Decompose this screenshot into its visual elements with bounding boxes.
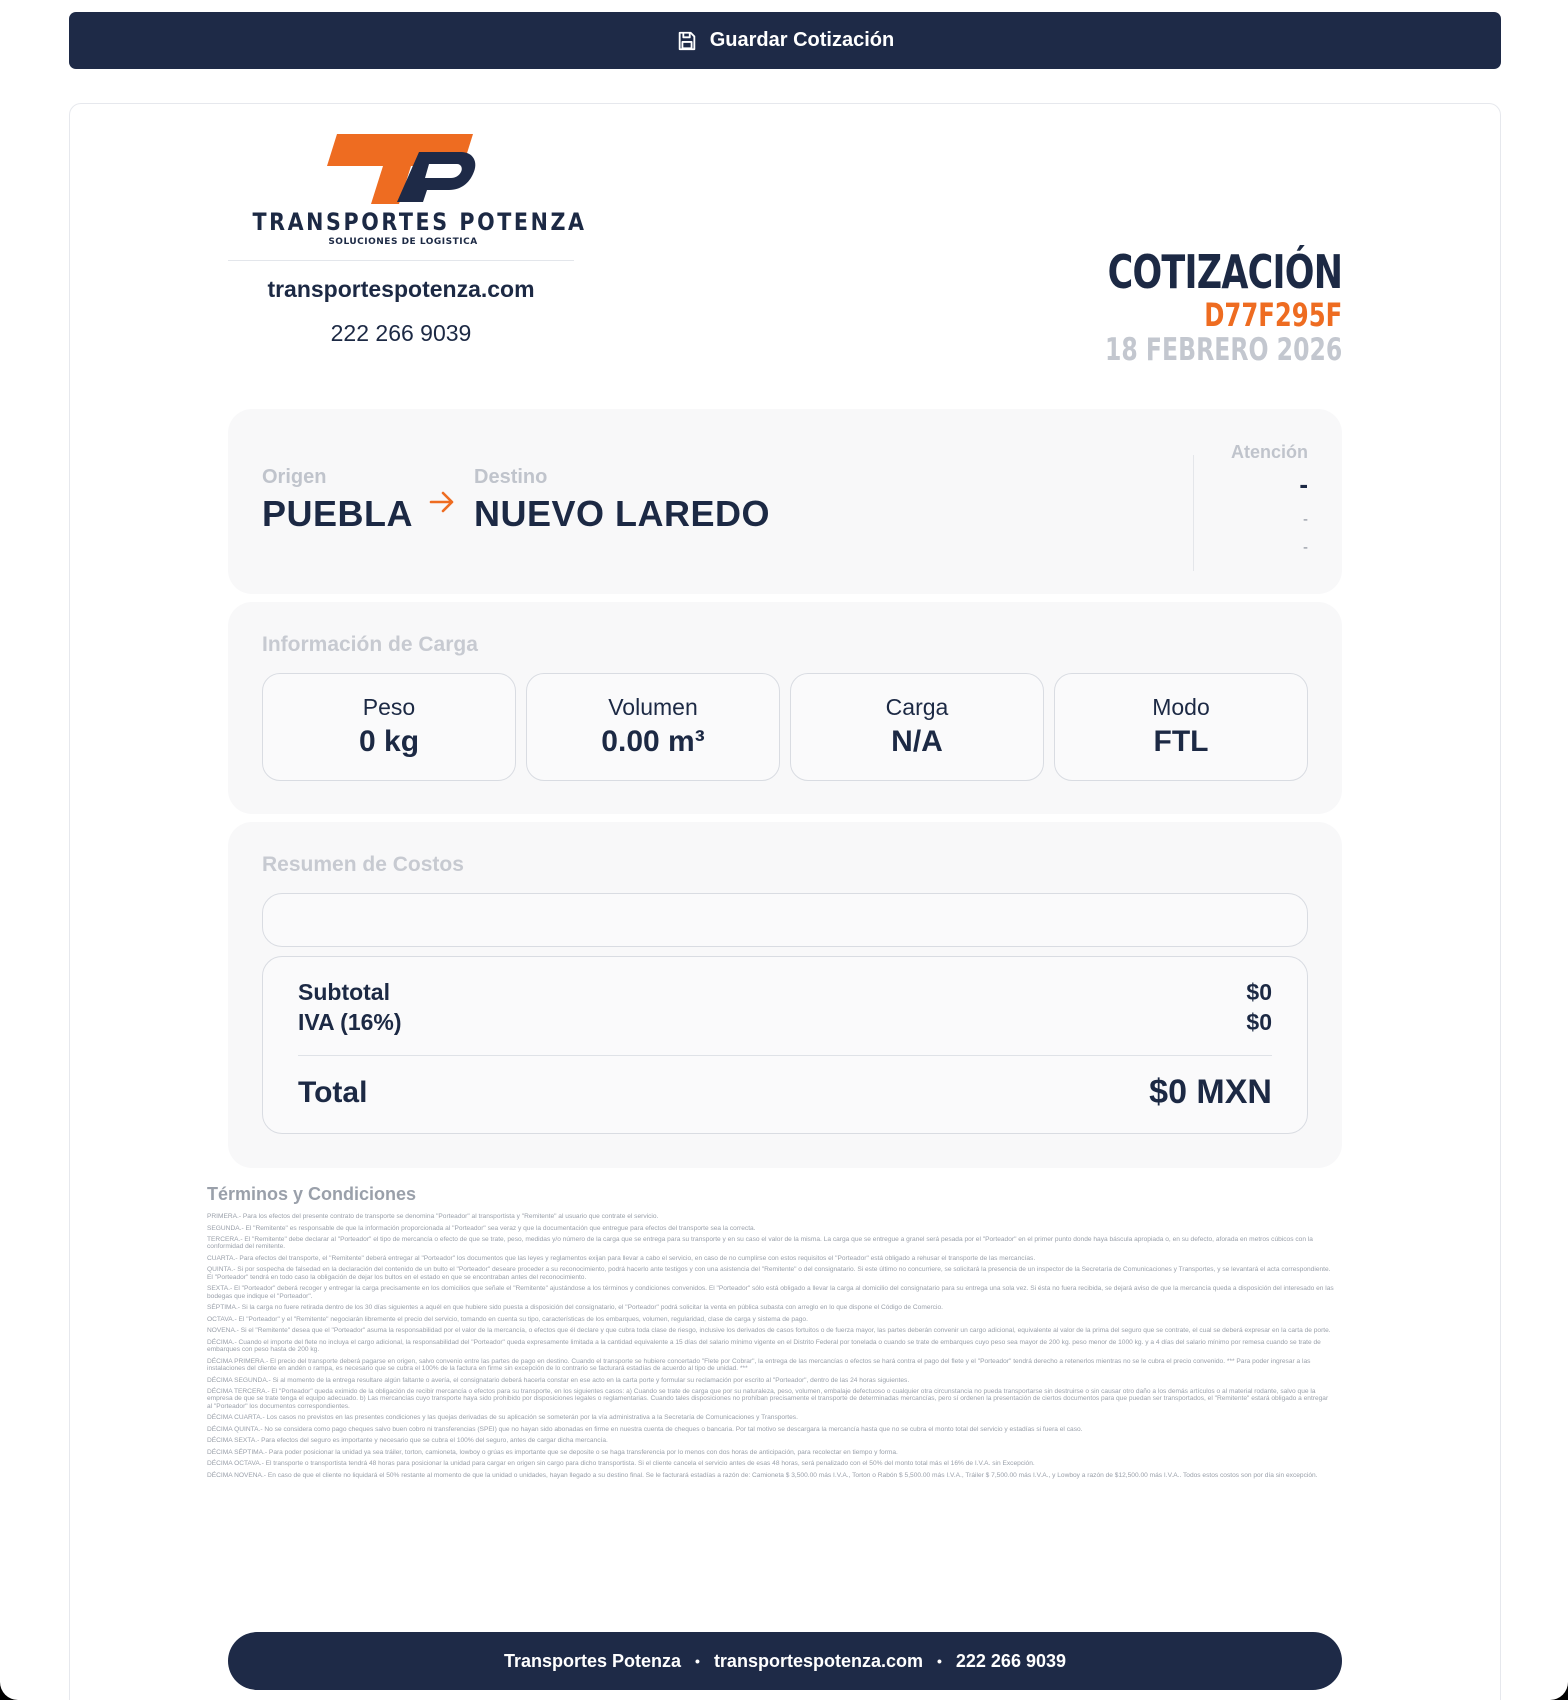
total-value: $0 MXN bbox=[1149, 1073, 1272, 1111]
terms-clause: TERCERA.- El "Remitente" debe declarar al "Porteador" el tipo de mercancía o efecto de que se trate, peso, medidas y/o número de la carga que se entrega para su transporte y en su caso el valor de la misma. La carga que se entregue a granel será pesada por el "Porteador" en el primer punto donde haya báscula apropiada o, en su defecto, aforada en metros cúbicos con la conformidad del remitente. bbox=[207, 1236, 1313, 1251]
attention-name: - bbox=[1299, 469, 1308, 499]
stat-label: Modo bbox=[1152, 694, 1210, 720]
terms-clause: QUINTA.- Si por sospecha de falsedad en la declaración del contenido de un bulto el "Porteador" deseare proceder a su reconocimiento, podrá hacerlo ante testigos y con una asistencia del "Remitente" o del consignatario. Si este último no concurriere, se solicitará la presencia de un inspector de la Secretaría de Comunicaciones y Transportes, y se levantará el acta correspondiente. El "Porteador" tendrá en todo caso la obligación de dejar los bultos en el estado en que se encontraban antes del reconocimiento. bbox=[207, 1266, 1331, 1281]
terms-clause: CUARTA.- Para efectos del transporte, el "Remitente" deberá entregar al "Porteador" los documentos que las leyes y reglamentos exijan para llevar a cabo el servicio, en caso de no cumplirse con estos requisitos el "Porteador" está obligado a rehusar el transporte de las mercancías. bbox=[207, 1254, 1036, 1262]
quote-id: D77F295F bbox=[1203, 296, 1342, 334]
terms-section bbox=[207, 1184, 1335, 1483]
stat-volume bbox=[526, 673, 780, 781]
footer-separator: • bbox=[936, 1653, 942, 1669]
origin-label: Origen bbox=[262, 466, 327, 488]
total-label: Total bbox=[298, 1076, 368, 1109]
quote-document bbox=[69, 103, 1501, 1700]
logo-wordmark: TRANSPORTES POTENZA bbox=[252, 208, 587, 236]
terms-title: Términos y Condiciones bbox=[207, 1184, 417, 1204]
quote-title: COTIZACIÓN bbox=[1107, 245, 1342, 299]
quote-date: 18 FEBRERO 2026 bbox=[1104, 332, 1342, 368]
costs-panel bbox=[228, 822, 1342, 1168]
footer-website: transportespotenza.com bbox=[713, 1650, 923, 1671]
terms-list bbox=[207, 1213, 1335, 1479]
iva-value: $0 bbox=[1246, 1009, 1272, 1035]
save-icon bbox=[676, 30, 698, 52]
terms-clause: SEXTA.- El "Porteador" deberá recoger y entregar la carga precisamente en los domicilios que señale el "Remitente" ajustándose a los términos y condiciones convenidos. El "Porteador" sólo está obligado a llevar la carga al domicilio del consignatario para su entrega una sola vez. Si ésta no fuera recibida, se dejará aviso de que la mercancía queda a disposición del interesado en las bodegas que indique el "Porteador". bbox=[207, 1285, 1334, 1300]
iva-label: IVA (16%) bbox=[298, 1009, 402, 1035]
terms-clause: OCTAVA.- El "Porteador" y el "Remitente" negociarán libremente el precio del servicio, tomando en cuenta su tipo, características de los embarques, volumen, regularidad, clase de carga y sistema de pago. bbox=[207, 1315, 808, 1323]
logo-tagline: SOLUCIONES DE LOGISTICA bbox=[328, 237, 478, 247]
attention-detail: - bbox=[1303, 511, 1308, 528]
brand-divider bbox=[228, 260, 574, 261]
terms-clause: SEGUNDA.- El "Remitente" es responsable de que la información proporcionada al "Porteador" sea veraz y que la documentación que entregue para efectos del transporte sea la correcta. bbox=[207, 1224, 756, 1232]
cargo-title: Información de Carga bbox=[262, 633, 478, 656]
terms-clause: DÉCIMA CUARTA.- Los casos no previstos en las presentes condiciones y las quejas derivadas de su aplicación se someterán por la vía administrativa a la Secretaría de Comunicaciones y Transportes. bbox=[207, 1414, 798, 1422]
stat-label: Peso bbox=[362, 694, 416, 720]
route-divider bbox=[1193, 455, 1194, 571]
destination-label: Destino bbox=[474, 466, 548, 488]
tp-logo-mark bbox=[323, 132, 483, 206]
company-website: transportespotenza.com bbox=[267, 276, 535, 302]
terms-clause: SÉPTIMA.- Si la carga no fuere retirada dentro de los 30 días siguientes a aquél en que hubiere sido puesta a disposición del consignatario, el "Porteador" podrá solicitar la venta en pública subasta con arreglo en lo que dispone el Código de Comercio. bbox=[207, 1304, 943, 1312]
terms-clause: DÉCIMA SEXTA.- Para efectos del seguro es importante y necesario que se cubra el 100% del seguro, antes de cargar dicha mercancía. bbox=[207, 1437, 608, 1445]
footer-separator: • bbox=[695, 1653, 700, 1669]
company-logo bbox=[228, 132, 587, 247]
footer-bar bbox=[228, 1632, 1342, 1690]
terms-clause: DÉCIMA OCTAVA.- El transporte o transportista tendrá 48 horas para posicionar la unidad para cargar en origen sin cargo para dicho transportista. Si el cliente cancela el servicio antes de esas 48 horas, será penalizado con el 50% del monto total más el 16% de I.V.A. sin Excepción. bbox=[207, 1460, 1035, 1468]
terms-clause: DÉCIMA TERCERA.- El "Porteador" queda eximido de la obligación de recibir mercancía o efectos para su transporte, en los siguientes casos: a) Cuando se trate de carga que por su naturaleza, peso, volumen, embalaje defectuoso o cualquier otra circunstancia no pueda transportarse sin destruirse o sin causar otro daño a los demás artículos o al material rodante, salvo que la empresa de que se trate tenga el equipo adecuado. b) Las mercancías cuyo transporte haya sido prohibido por disposiciones legales o reglamentarias. Cuando tales disposiciones no prohíban precisamente el transporte de determinadas mercancías, pero sí ordenen la presentación de ciertos documentos para que puedan ser transportados, el "Remitente" estará obligado a entregar al "Porteador" los documentos correspondientes. bbox=[207, 1388, 1329, 1410]
terms-clause: DÉCIMA PRIMERA.- El precio del transporte deberá pagarse en origen, salvo convenio entre las partes de pago en destino. Cuando el transporte se hubiere concertado "Flete por Cobrar", la entrega de las mercancías o efectos se hará contra el pago del flete y el "Porteador" tendrá derecho a retenerlos mientras no se le cubra el precio convenido. *** Para poder ingresar a las instalaciones del cliente en andén o rampa, es necesario que se cubra el 100% de la factura en firme sin excepción de lo contrario se facturará estadías de acuerdo al tipo de unidad. *** bbox=[207, 1357, 1311, 1373]
terms-clause: DÉCIMA SEGUNDA.- Si al momento de la entrega resultare algún faltante o avería, el consignatario deberá hacerla constar en ese acto en la carta porte y formular su reclamación por escrito al "Porteador", dentro de las 24 horas siguientes. bbox=[207, 1376, 910, 1384]
terms-clause: DÉCIMA NOVENA.- En caso de que el cliente no liquidará el 50% restante al momento de que la unidad o unidades, hayan llegado a su destino final. Se le facturará estadías a razón de: Camioneta $ 3,500.00 más I.V.A., Torton o Rabón $ 5,500.00 más I.V.A., Tráiler $ 7,500.00 más I.V.A., y Lowboy a razón de $12,500.00 más I.V.A.. Todos estos costos son por día sin excepción. bbox=[207, 1471, 1318, 1479]
subtotal-value: $0 bbox=[1246, 979, 1272, 1005]
stat-label: Volumen bbox=[608, 694, 698, 720]
stat-value: 0.00 m³ bbox=[601, 725, 705, 758]
origin-value: PUEBLA bbox=[262, 493, 414, 534]
terms-clause: DÉCIMA.- Cuando el importe del flete no incluya el cargo adicional, la responsabilidad del "Porteador" queda expresamente limitada a la cantidad equivalente a 15 días del salario mínimo vigente en el Distrito Federal por tonelada o cuando se trate de embarques cuyo peso sea mayor de 200 kg. peso menor de 1000 kg. y a 4 días del salario mínimo por remesa cuando se trate de embarques con peso hasta de 200 kg. bbox=[207, 1338, 1321, 1354]
totals-box bbox=[262, 956, 1308, 1134]
terms-clause: DÉCIMA QUINTA.- No se considera como pago cheques salvo buen cobro ni transferencias (SPEI) que no hayan sido abonadas en firme en nuestra cuenta de cheques o bancaria. Por tal motivo se descargara la mercancía hasta que no se cubra el monto total del servicio y estadías si fuera el caso. bbox=[207, 1425, 1083, 1433]
totals-divider bbox=[298, 1055, 1272, 1056]
arrow-right-icon bbox=[428, 490, 456, 514]
footer-company: Transportes Potenza bbox=[503, 1650, 682, 1671]
cargo-panel bbox=[228, 602, 1342, 814]
footer-phone: 222 266 9039 bbox=[955, 1650, 1066, 1671]
terms-clause: PRIMERA.- Para los efectos del presente contrato de transporte se denomina "Porteador" al transportista y "Remitente" al usuario que contrate el servicio. bbox=[207, 1213, 659, 1220]
stat-value: FTL bbox=[1153, 725, 1209, 758]
save-quote-label: Guardar Cotización bbox=[709, 29, 895, 51]
attention-detail: - bbox=[1303, 539, 1308, 556]
stat-label: Carga bbox=[885, 694, 949, 720]
terms-clause: DÉCIMA SÉPTIMA.- Para poder posicionar la unidad ya sea tráiler, torton, camioneta, lowboy o grúas es importante que se deposite o se haga transferencia por lo menos con dos horas de anticipación, para recolectar en tiempo y forma. bbox=[207, 1448, 898, 1456]
quote-header bbox=[1030, 246, 1342, 368]
terms-clause: NOVENA.- Si el "Remitente" desea que el "Porteador" asuma la responsabilidad por el valor de la mercancía, o efectos que él declare y que cubra toda clase de riesgo, inclusive los derivados de casos fortuitos o de fuerza mayor, las partes deberán convenir un cargo adicional, equivalente al valor de la prima del seguro que se contrate, el cual se deberá expresar en la carta de porte. bbox=[207, 1327, 1331, 1335]
stat-load bbox=[790, 673, 1044, 781]
stat-value: N/A bbox=[891, 725, 943, 758]
stat-weight bbox=[262, 673, 516, 781]
save-quote-button[interactable] bbox=[69, 12, 1501, 69]
company-phone: 222 266 9039 bbox=[330, 320, 472, 346]
attention-label: Atención bbox=[1230, 442, 1308, 462]
destination-value: NUEVO LAREDO bbox=[474, 493, 771, 534]
stat-mode bbox=[1054, 673, 1308, 781]
subtotal-label: Subtotal bbox=[298, 979, 390, 1005]
cost-items-list bbox=[262, 893, 1308, 947]
costs-title: Resumen de Costos bbox=[262, 853, 464, 876]
route-panel bbox=[228, 409, 1342, 594]
stat-value: 0 kg bbox=[358, 725, 420, 758]
